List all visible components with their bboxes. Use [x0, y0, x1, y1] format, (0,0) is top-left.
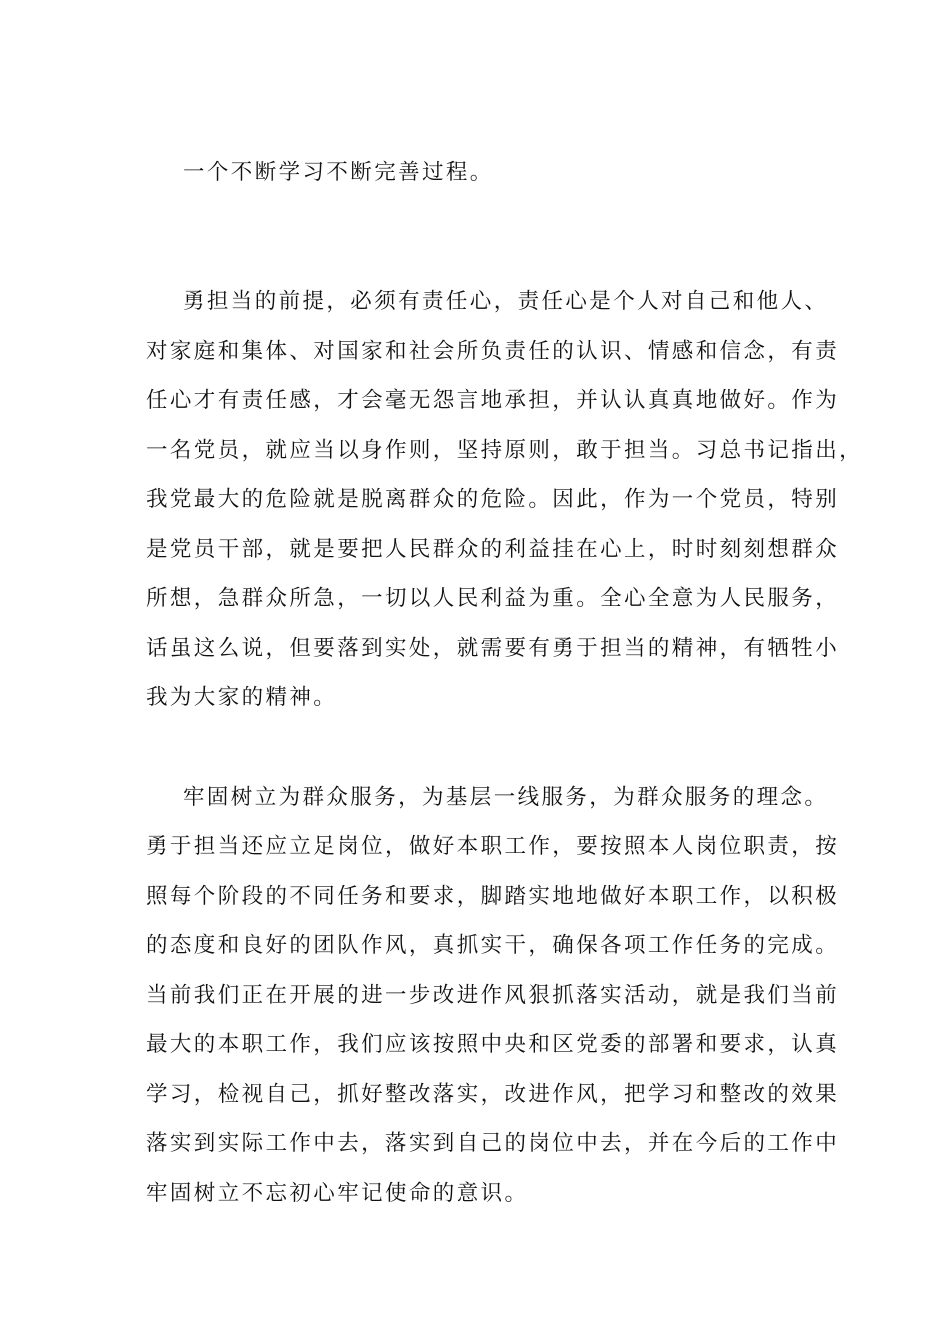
- paragraph-3-line-9: 牢固树立不忘初心牢记使命的意识。: [146, 1181, 529, 1206]
- paragraph-3-line-4: 的态度和良好的团队作风，真抓实干，确保各项工作任务的完成。: [146, 933, 840, 958]
- paragraph-3-line-5: 当前我们正在开展的进一步改进作风狠抓落实活动，就是我们当前: [146, 983, 840, 1008]
- paragraph-2-line-3: 任心才有责任感，才会毫无怨言地承担，并认认真真地做好。作为: [146, 388, 840, 413]
- paragraph-2-line-8: 话虽这么说，但要落到实处，就需要有勇于担当的精神，有牺牲小: [146, 636, 840, 661]
- paragraph-1-line-1: 一个不断学习不断完善过程。: [183, 160, 494, 185]
- paragraph-2-line-9: 我为大家的精神。: [146, 685, 338, 710]
- paragraph-3-line-2: 勇于担当还应立足岗位，做好本职工作，要按照本人岗位职责，按: [146, 834, 840, 859]
- paragraph-2-line-1: 勇担当的前提，必须有责任心，责任心是个人对自己和他人、: [183, 289, 829, 314]
- paragraph-2-line-7: 所想，急群众所急，一切以人民利益为重。全心全意为人民服务，: [146, 586, 840, 611]
- paragraph-3-line-8: 落实到实际工作中去，落实到自己的岗位中去，并在今后的工作中: [146, 1131, 840, 1156]
- paragraph-3-line-7: 学习，检视自己，抓好整改落实，改进作风，把学习和整改的效果: [146, 1082, 840, 1107]
- paragraph-3-line-3: 照每个阶段的不同任务和要求，脚踏实地地做好本职工作，以积极: [146, 884, 840, 909]
- paragraph-3-line-1: 牢固树立为群众服务，为基层一线服务，为群众服务的理念。: [183, 785, 829, 810]
- paragraph-3-line-6: 最大的本职工作，我们应该按照中央和区党委的部署和要求，认真: [146, 1032, 840, 1057]
- paragraph-2-line-2: 对家庭和集体、对国家和社会所负责任的认识、情感和信念，有责: [146, 339, 840, 364]
- paragraph-2-line-4: 一名党员，就应当以身作则，坚持原则，敢于担当。习总书记指出，: [146, 438, 864, 463]
- paragraph-2-line-6: 是党员干部，就是要把人民群众的利益挂在心上，时时刻刻想群众: [146, 537, 840, 562]
- paragraph-2-line-5: 我党最大的危险就是脱离群众的危险。因此，作为一个党员，特别: [146, 487, 840, 512]
